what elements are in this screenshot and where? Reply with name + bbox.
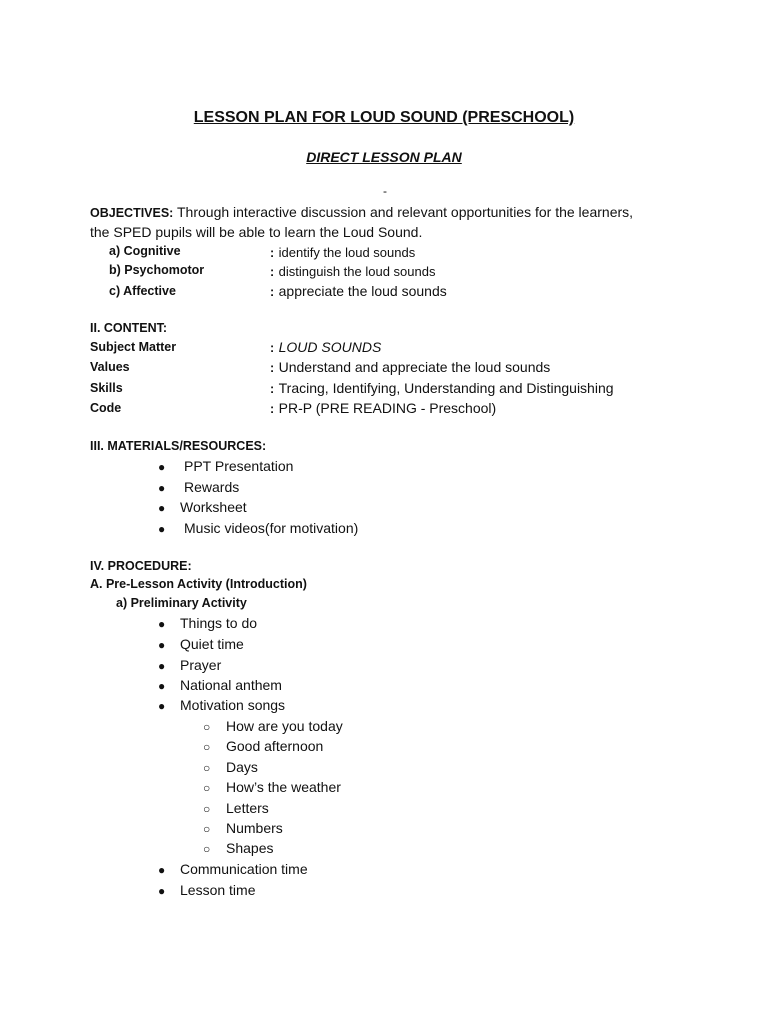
- content-text: LOUD SOUNDS: [278, 339, 382, 355]
- procedure-item: National anthem: [180, 677, 282, 693]
- content-text: Understand and appreciate the loud sounds: [278, 359, 551, 375]
- procedure-item: Lesson time: [180, 882, 256, 898]
- colon: :: [270, 382, 275, 396]
- material-item: Worksheet: [180, 499, 247, 515]
- content-label-skills: Skills: [90, 381, 123, 395]
- content-value-values: [270, 359, 550, 377]
- bullet-icon: ●: [158, 501, 166, 515]
- song-item: Shapes: [226, 840, 274, 856]
- bullet-icon: ●: [158, 617, 166, 631]
- circle-bullet-icon: ○: [203, 761, 211, 775]
- bullet-icon: ●: [158, 522, 166, 536]
- procedure-item: Communication time: [180, 861, 308, 877]
- bullet-icon: ●: [158, 863, 166, 877]
- song-item: Letters: [226, 800, 269, 816]
- objectives-text-1: Through interactive discussion and relevant opportunities for the learners,: [173, 204, 634, 220]
- objective-text: identify the loud sounds: [278, 245, 416, 260]
- content-label-code: Code: [90, 401, 122, 415]
- circle-bullet-icon: ○: [203, 822, 211, 836]
- procedure-item: Things to do: [180, 615, 258, 631]
- content-value-subject-matter: [270, 339, 381, 357]
- song-item: Numbers: [226, 820, 283, 836]
- colon: :: [270, 402, 275, 416]
- bullet-icon: ●: [158, 884, 166, 898]
- objectives-line-1: [90, 204, 633, 222]
- objective-text: distinguish the loud sounds: [278, 264, 436, 279]
- content-heading: II. CONTENT:: [90, 321, 168, 335]
- bullet-icon: ●: [158, 679, 166, 693]
- procedure-subheading-preliminary: a) Preliminary Activity: [116, 596, 247, 610]
- colon: :: [270, 265, 275, 279]
- materials-heading: III. MATERIALS/RESOURCES:: [90, 439, 267, 453]
- document-subtitle: DIRECT LESSON PLAN: [306, 149, 462, 165]
- song-item: How are you today: [226, 718, 343, 734]
- colon: :: [270, 246, 275, 260]
- procedure-heading: IV. PROCEDURE:: [90, 559, 192, 573]
- objective-label-cognitive: a) Cognitive: [109, 244, 181, 258]
- song-item: Good afternoon: [226, 738, 324, 754]
- bullet-icon: ●: [158, 460, 166, 474]
- circle-bullet-icon: ○: [203, 802, 211, 816]
- content-label-values: Values: [90, 360, 130, 374]
- objective-value-cognitive: [270, 244, 415, 262]
- procedure-item: Motivation songs: [180, 697, 286, 713]
- circle-bullet-icon: ○: [203, 720, 211, 734]
- song-item: Days: [226, 759, 258, 775]
- bullet-icon: ●: [158, 699, 166, 713]
- circle-bullet-icon: ○: [203, 842, 211, 856]
- material-item: Rewards: [184, 479, 240, 495]
- objective-label-psychomotor: b) Psychomotor: [109, 263, 205, 277]
- bullet-icon: ●: [158, 638, 166, 652]
- procedure-subheading-a: A. Pre-Lesson Activity (Introduction): [90, 577, 307, 591]
- colon: :: [270, 341, 275, 355]
- content-value-skills: [270, 380, 614, 398]
- content-text: PR-P (PRE READING - Preschool): [278, 400, 497, 416]
- objective-text: appreciate the loud sounds: [278, 283, 447, 299]
- procedure-item: Quiet time: [180, 636, 244, 652]
- objectives-label: OBJECTIVES:: [90, 206, 174, 220]
- dash-mark: -: [383, 184, 387, 198]
- colon: :: [270, 361, 275, 375]
- circle-bullet-icon: ○: [203, 781, 211, 795]
- procedure-item: Prayer: [180, 657, 222, 673]
- content-text: Tracing, Identifying, Understanding and Distinguishing: [278, 380, 614, 396]
- circle-bullet-icon: ○: [203, 740, 211, 754]
- objective-value-affective: [270, 283, 447, 301]
- bullet-icon: ●: [158, 481, 166, 495]
- bullet-icon: ●: [158, 659, 166, 673]
- material-item: PPT Presentation: [184, 458, 294, 474]
- objectives-text-2: the SPED pupils will be able to learn the Loud Sound.: [90, 224, 423, 240]
- material-item: Music videos(for motivation): [184, 520, 359, 536]
- objective-value-psychomotor: [270, 263, 435, 281]
- content-value-code: [270, 400, 496, 418]
- document-title: LESSON PLAN FOR LOUD SOUND (PRESCHOOL): [193, 109, 575, 126]
- song-item: How’s the weather: [226, 779, 341, 795]
- colon: :: [270, 285, 275, 299]
- objective-label-affective: c) Affective: [109, 284, 176, 298]
- content-label-subject-matter: Subject Matter: [90, 340, 177, 354]
